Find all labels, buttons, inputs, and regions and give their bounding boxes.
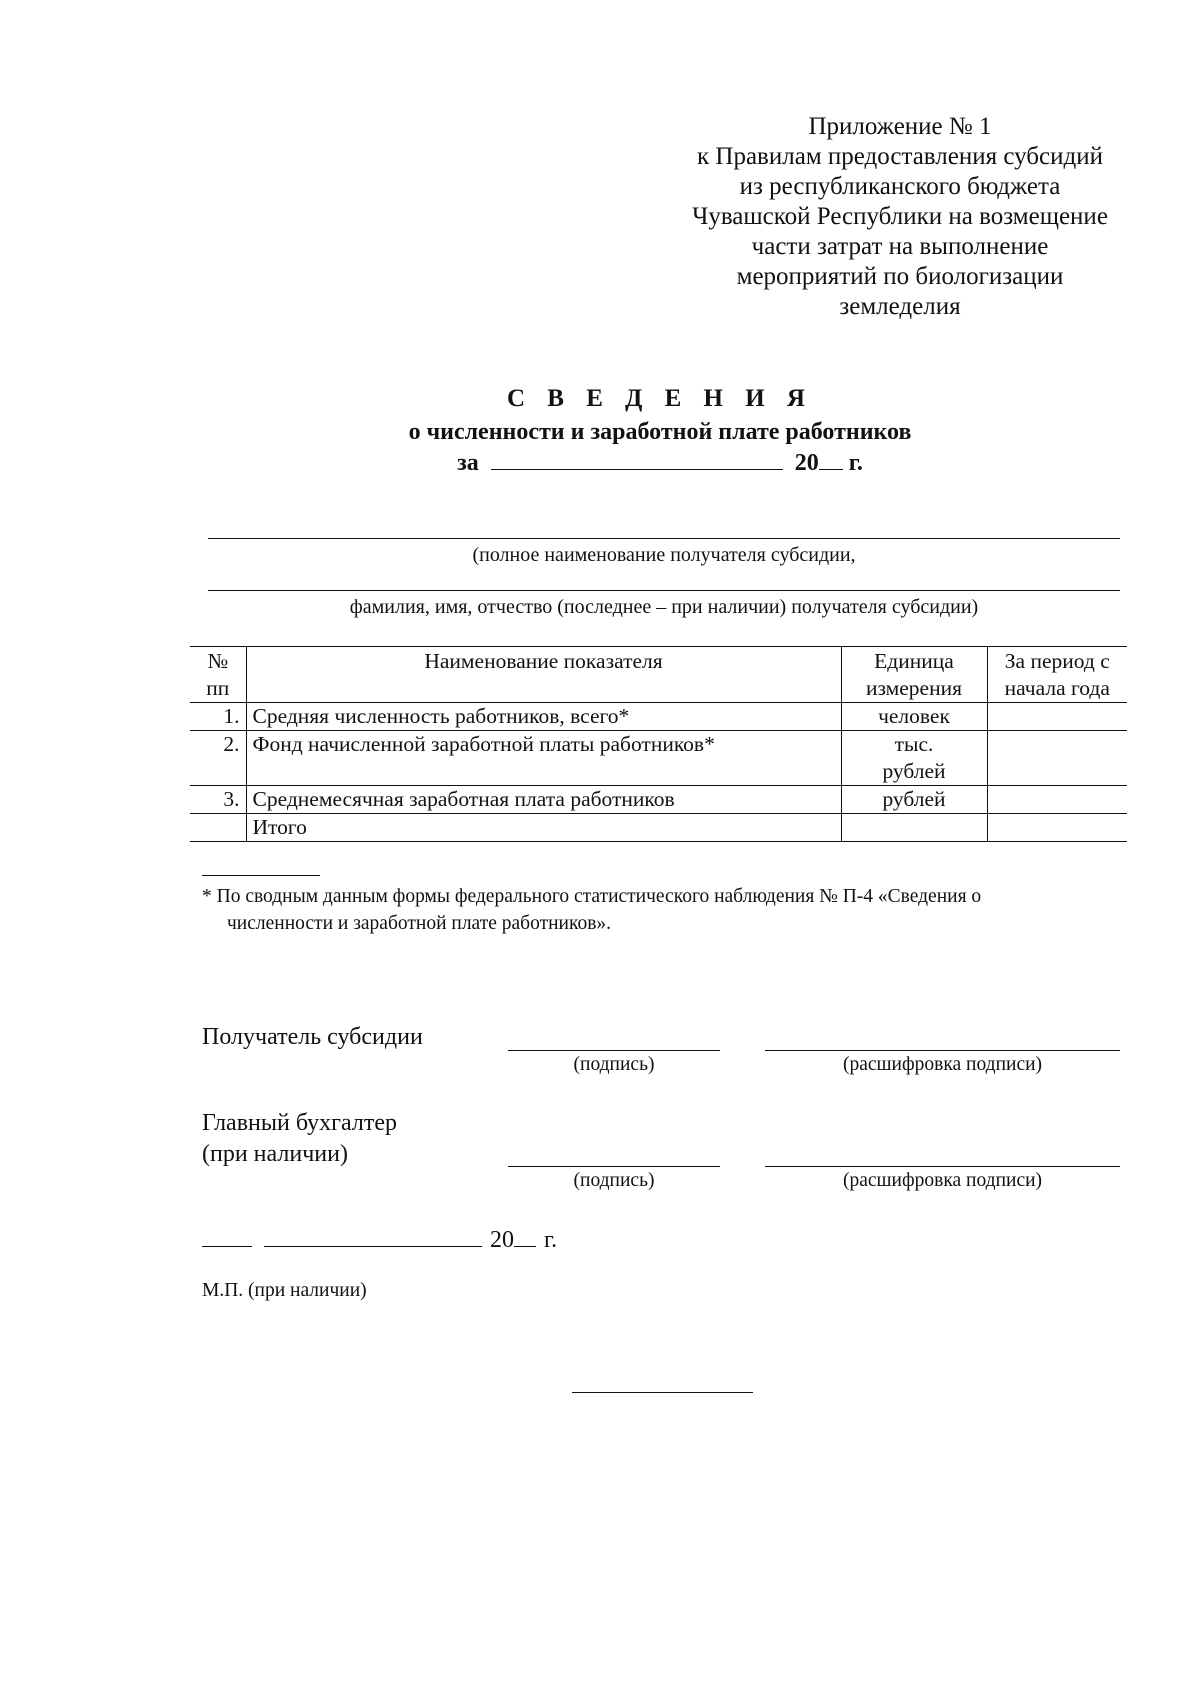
table-row [190,731,1127,786]
recipient-signature-line[interactable] [508,1050,720,1051]
period-year: 20 [794,450,819,476]
recipient-caption-1: (полное наименование получателя субсидии, [472,544,856,566]
row-num: 1. [190,703,246,731]
document-title: С В Е Д Е Н И Я [507,385,813,412]
year-prefix: 20 [490,1227,514,1253]
header-name: Наименование показателя [246,647,841,703]
header-unit-line: измерения [865,676,963,700]
accountant-signature-line[interactable] [508,1166,720,1167]
header-period-line: За период с [1004,649,1110,673]
row-num: 3. [190,786,246,814]
row-unit [841,731,987,786]
recipient-signature-caption: (подпись) [573,1054,655,1075]
header-period [987,647,1127,703]
appendix-header [640,112,1160,322]
footnote-rule [202,875,320,876]
accountant-signature-caption: (подпись) [573,1170,655,1191]
appendix-line: Чувашской Республики на возмещение [692,203,1108,230]
appendix-line: части затрат на выполнение [751,233,1049,260]
recipient-fio-line[interactable] [208,590,1120,591]
period-prefix: за [457,450,479,476]
footnote-line-1: * По сводным данным формы федерального статистического наблюдения № П-4 «Сведения о [202,886,982,907]
row-value-cell[interactable] [987,786,1127,814]
document-subtitle: о численности и заработной плате работников [408,419,912,445]
appendix-line: к Правилам предоставления субсидий [697,143,1103,170]
period-suffix: г. [848,450,863,476]
row-unit-line: человек [878,704,950,728]
row-unit-line: рублей [882,787,946,811]
appendix-line: из республиканского бюджета [739,173,1061,200]
year-blank[interactable] [514,1224,536,1247]
row-name: Среднемесячная заработная плата работников [246,786,841,814]
row-unit-line: тыс. [894,732,934,756]
table-row [190,786,1127,814]
header-unit [841,647,987,703]
header-unit-line: Единица [874,649,954,673]
header-num-line: пп [206,676,230,700]
row-name: Средняя численность работников, всего* [246,703,841,731]
row-unit [841,814,987,842]
end-rule [572,1392,753,1393]
recipient-name-line[interactable] [208,538,1120,539]
month-blank[interactable] [264,1224,482,1247]
row-name: Фонд начисленной заработной платы работников* [246,731,841,786]
recipient-caption-2: фамилия, имя, отчество (последнее – при наличии) получателя субсидии) [349,596,979,618]
footnote-line-2: численности и заработной плате работников». [227,913,612,934]
accountant-decode-line[interactable] [765,1166,1120,1167]
row-value-cell[interactable] [987,814,1127,842]
row-value-cell[interactable] [987,703,1127,731]
row-name: Итого [246,814,841,842]
accountant-label-2: (при наличии) [202,1141,348,1167]
accountant-label-1: Главный бухгалтер [202,1110,397,1136]
appendix-line: мероприятий по биологизации [736,263,1064,290]
row-unit [841,786,987,814]
indicators-table [190,646,1127,842]
period-blank[interactable] [491,449,783,470]
table-header-row [190,647,1127,703]
recipient-decode-caption: (расшифровка подписи) [842,1054,1043,1075]
accountant-decode-caption: (расшифровка подписи) [842,1170,1043,1191]
row-unit [841,703,987,731]
date-suffix: г. [544,1227,558,1253]
table-row [190,703,1127,731]
row-num: 2. [190,731,246,786]
year-blank[interactable] [819,449,843,470]
row-unit-line: рублей [882,759,946,783]
row-value-cell[interactable] [987,731,1127,786]
day-blank[interactable] [202,1224,252,1247]
recipient-decode-line[interactable] [765,1050,1120,1051]
table-row-total [190,814,1127,842]
stamp-label: М.П. (при наличии) [202,1280,367,1301]
header-num-line: № [207,649,228,673]
date-line [202,1224,557,1254]
recipient-signature-label: Получатель субсидии [202,1024,423,1050]
header-num [190,647,246,703]
header-period-line: начала года [1004,676,1110,700]
appendix-line: земледелия [839,293,961,320]
row-num [190,814,246,842]
appendix-line: Приложение № 1 [808,113,992,140]
report-period [150,449,1170,477]
footnote [202,883,1127,937]
